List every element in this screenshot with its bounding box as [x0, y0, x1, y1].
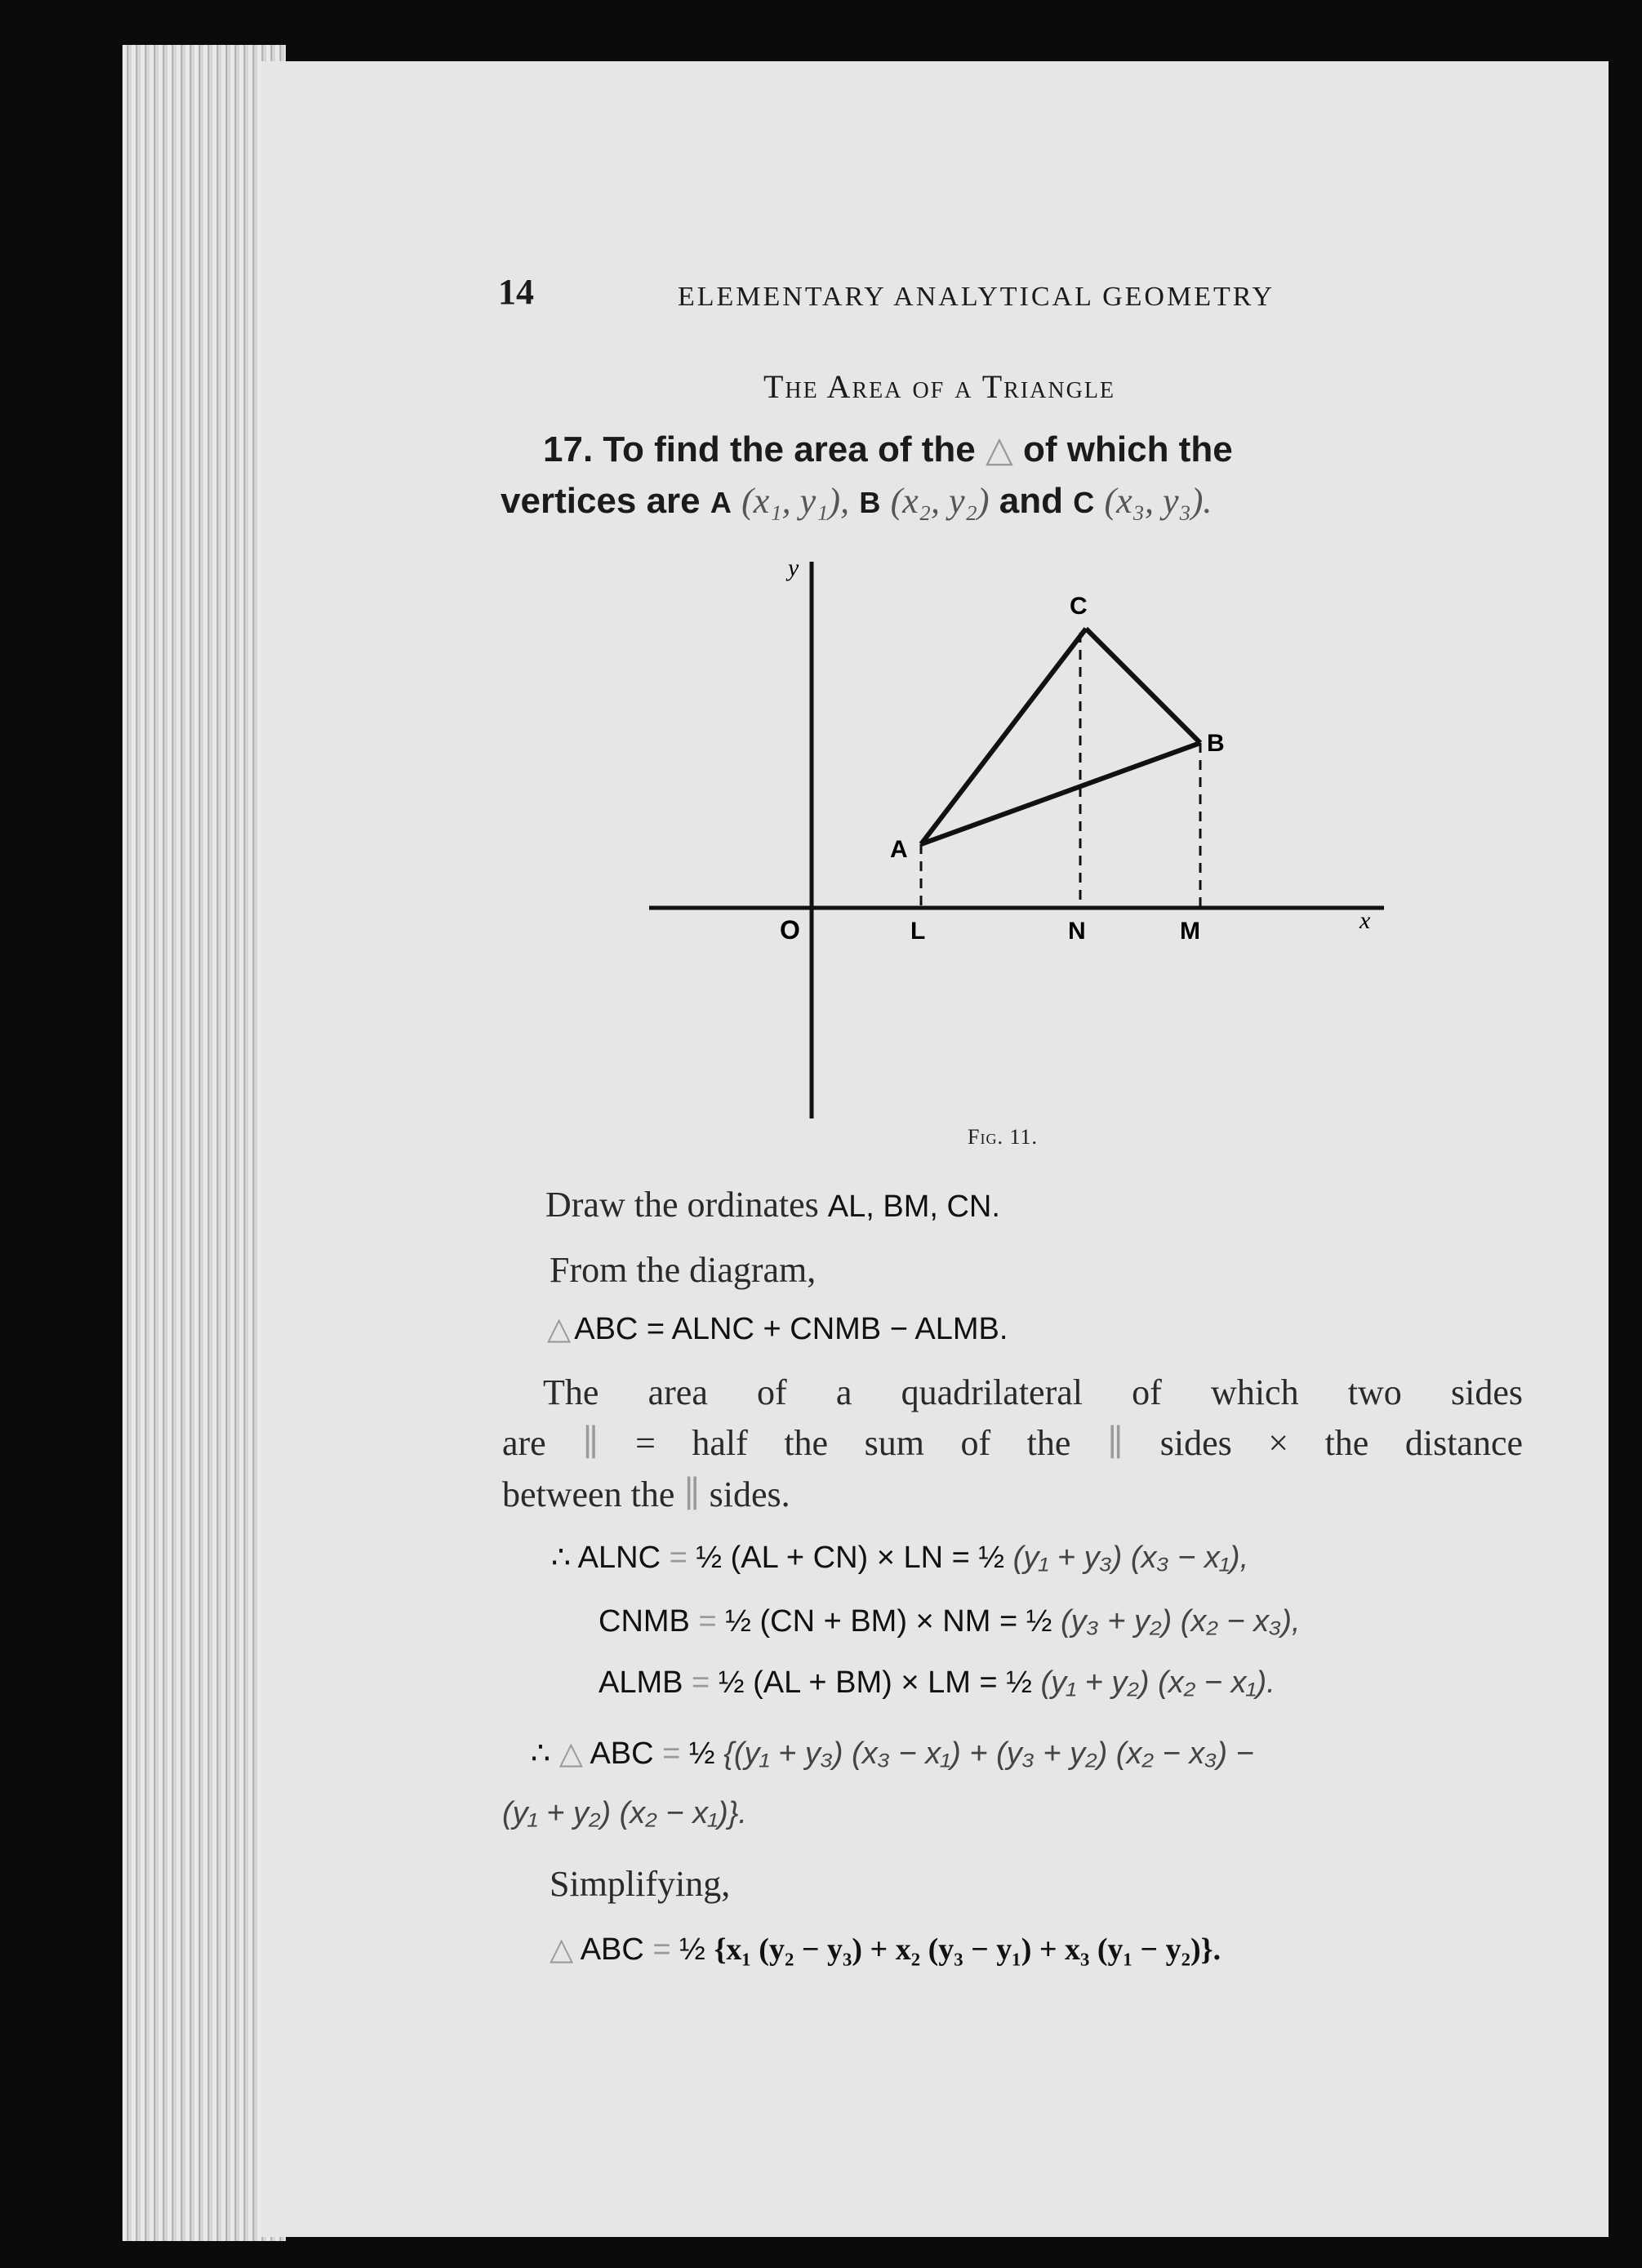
point-b-label: B [1207, 730, 1225, 757]
half-fraction: ½ [688, 1737, 715, 1771]
point-n-label: N [1068, 918, 1086, 945]
running-title: ELEMENTARY ANALYTICAL GEOMETRY [678, 282, 1275, 312]
equation-rhs: (y₁ + y₂) (x₂ − x₁). [1040, 1665, 1275, 1700]
equation-lhs: ALNC [577, 1541, 661, 1575]
problem-statement-line-2 [501, 480, 1212, 522]
equation-abc-expanded: ∴ △ ABC = ½ {(y₁ + y₃) (x₃ − x₁) + (y₃ + y₂) (x₂ − x₃) − [531, 1737, 1254, 1771]
paragraph-text: sides. [709, 1474, 790, 1514]
paragraph-text: are [502, 1423, 546, 1463]
triangle-icon: △ [550, 1932, 574, 1967]
equation-rhs: (y₁ + y₃) (x₃ − x₁), [1012, 1541, 1249, 1575]
triangle-icon: △ [558, 1737, 583, 1771]
vertex-c-label: C [1073, 486, 1095, 519]
equation-rhs: {(y₁ + y₃) (x₃ − x₁) + (y₃ + y₂) (x₂ − x₃) − [723, 1737, 1254, 1771]
parallel-icon: ∥ [683, 1474, 701, 1514]
area-decomposition-equation [547, 1310, 1008, 1347]
equation-alnc: ∴ ALNC = ½ (AL + CN) × LN = ½ (y₁ + y₃) (x₃ − x₁), [551, 1541, 1249, 1575]
figure-caption: Fig. 11. [968, 1125, 1038, 1149]
triangle-icon: △ [547, 1312, 572, 1346]
origin-label: O [780, 915, 800, 945]
parallel-icon: ∥ [582, 1423, 599, 1463]
equation-mid: (AL + CN) × LN [730, 1541, 944, 1575]
half-fraction: ½ [978, 1541, 1005, 1575]
paragraph-text: between the [502, 1474, 675, 1514]
page-number: 14 [498, 272, 534, 312]
therefore-symbol: ∴ [551, 1541, 572, 1575]
equation-lhs: CNMB [599, 1604, 690, 1639]
paragraph-text: = half the sum of the [635, 1423, 1071, 1463]
problem-text: To find the area of the [603, 429, 976, 469]
half-fraction: ½ [725, 1604, 751, 1639]
vertex-a-label: A [710, 486, 732, 519]
equation-rhs: (y₃ + y₂) (x₂ − x₃), [1060, 1604, 1301, 1639]
half-fraction: ½ [679, 1932, 705, 1967]
and-text: and [999, 481, 1063, 521]
vertex-a-coord: (x₁, y₁), [741, 481, 850, 521]
figure-11-diagram [637, 555, 1388, 1127]
paragraph-line-3 [502, 1474, 790, 1515]
y-axis-label: y [788, 555, 799, 581]
equation-rhs: {x₁ (y₂ − y₃) + x₂ (y₃ − y₁) + x₃ (y₁ − y₂)}. [714, 1932, 1221, 1967]
vertex-c-coord: (x₃, y₃). [1104, 481, 1213, 521]
problem-text-end: of which the [1023, 429, 1233, 469]
equation-abc-continued: (y₁ + y₂) (x₂ − x₁)}. [502, 1796, 747, 1830]
simplifying-line: Simplifying, [550, 1864, 731, 1904]
from-diagram-line: From the diagram, [550, 1250, 817, 1290]
paragraph-line-2 [502, 1422, 1523, 1464]
point-c-label: C [1070, 593, 1088, 620]
point-m-label: M [1180, 918, 1200, 945]
x-axis-label: x [1359, 907, 1371, 934]
side-ab [921, 743, 1200, 844]
equation-mid: (CN + BM) × NM [759, 1604, 991, 1639]
vertex-b-label: B [859, 486, 881, 519]
point-l-label: L [910, 918, 926, 945]
draw-text: Draw the ordinates [545, 1185, 819, 1225]
problem-number: 17. [543, 429, 594, 469]
vertices-text: vertices are [501, 481, 701, 521]
side-cb [1086, 629, 1200, 743]
vertex-b-coord: (x₂, y₂) [890, 481, 990, 521]
parallel-icon: ∥ [1106, 1423, 1124, 1463]
draw-ordinates-line [545, 1184, 1000, 1225]
half-fraction: ½ [718, 1665, 745, 1700]
equation-lhs: ABC [580, 1932, 644, 1967]
point-a-label: A [890, 836, 908, 863]
equation-cnmb: CNMB = ½ (CN + BM) × NM = ½ (y₃ + y₂) (x₂ − x₃), [599, 1604, 1301, 1639]
equation-lhs: ABC [590, 1737, 654, 1771]
triangle-icon: △ [985, 429, 1013, 469]
equation-almb: ALMB = ½ (AL + BM) × LM = ½ (y₁ + y₂) (x₂ − x₁). [599, 1665, 1275, 1700]
paragraph-text: sides × the distance [1159, 1423, 1524, 1463]
half-fraction: ½ [696, 1541, 723, 1575]
ordinate-names: AL, BM, CN. [827, 1190, 1000, 1224]
paragraph-line-1: The area of a quadrilateral of which two sides [543, 1372, 1523, 1412]
half-fraction: ½ [1006, 1665, 1032, 1700]
equation-abc-final: △ ABC = ½ {x₁ (y₂ − y₃) + x₂ (y₃ − y₁) + x₃ (y₁ − y₂)}. [550, 1932, 1221, 1967]
equation-lhs: ALMB [599, 1665, 683, 1700]
problem-statement-line-1 [543, 429, 1233, 470]
section-title: The Area of a Triangle [763, 368, 1116, 405]
equation-mid: (AL + BM) × LM [753, 1665, 971, 1700]
therefore-symbol: ∴ [531, 1737, 551, 1771]
equation-text: ABC = ALNC + CNMB − ALMB. [574, 1312, 1008, 1346]
half-fraction: ½ [1026, 1604, 1052, 1639]
